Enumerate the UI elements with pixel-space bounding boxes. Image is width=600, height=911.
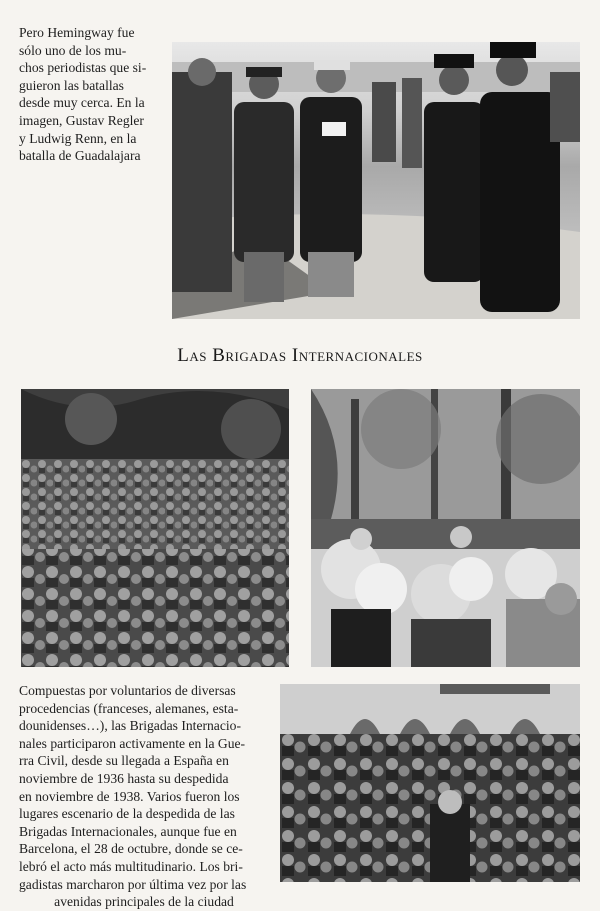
top-caption-line: y Ludwig Renn, en la: [19, 130, 137, 146]
bottom-caption-line: gadistas marcharon por última vez por las: [19, 876, 247, 892]
bottom-caption-line: lugares escenario de la despedida de las: [19, 806, 235, 822]
bottom-caption-line: Barcelona, el 28 de octubre, donde se ce-: [19, 841, 243, 857]
section-title: Las Brigadas Internacionales: [177, 345, 423, 366]
photo-brigades-crowd: [21, 389, 289, 667]
top-caption-line: imagen, Gustav Regler: [19, 112, 144, 128]
bottom-caption-line: avenidas principales de la ciudad: [54, 894, 234, 910]
top-caption: [19, 24, 166, 165]
top-caption-line: desde muy cerca. En la: [19, 95, 145, 111]
bottom-caption-line: rra Civil, desde su llegada a España en: [19, 753, 229, 769]
bottom-caption-line: lebró el acto más multitudinario. Los bri-: [19, 858, 243, 874]
bottom-caption-line: Compuestas por voluntarios de diversas: [19, 683, 236, 698]
bottom-caption-line: noviembre de 1936 hasta su despedida: [19, 770, 229, 786]
photo-brigades-march: [280, 684, 580, 882]
top-caption-line: sólo uno de los mu-: [19, 42, 127, 58]
top-caption-line: guieron las batallas: [19, 77, 124, 93]
top-caption-line: Pero Hemingway fue: [19, 25, 135, 40]
bottom-caption-line: Brigadas Internacionales, aunque fue en: [19, 823, 237, 839]
bottom-caption-line: en noviembre de 1938. Varios fueron los: [19, 788, 240, 804]
bottom-caption-line: dounidenses…), las Brigadas Internacio-: [19, 718, 241, 734]
photo-journalists-guadalajara: [172, 42, 580, 319]
bottom-caption: [19, 682, 269, 911]
bottom-caption-line: procedencias (franceses, alemanes, esta-: [19, 700, 239, 716]
top-caption-line: chos periodistas que si-: [19, 60, 147, 76]
top-caption-line: batalla de Guadalajara: [19, 148, 141, 164]
photo-farewell-flowers: [311, 389, 580, 667]
bottom-caption-line: nales participaron activamente en la Gue-: [19, 735, 246, 751]
